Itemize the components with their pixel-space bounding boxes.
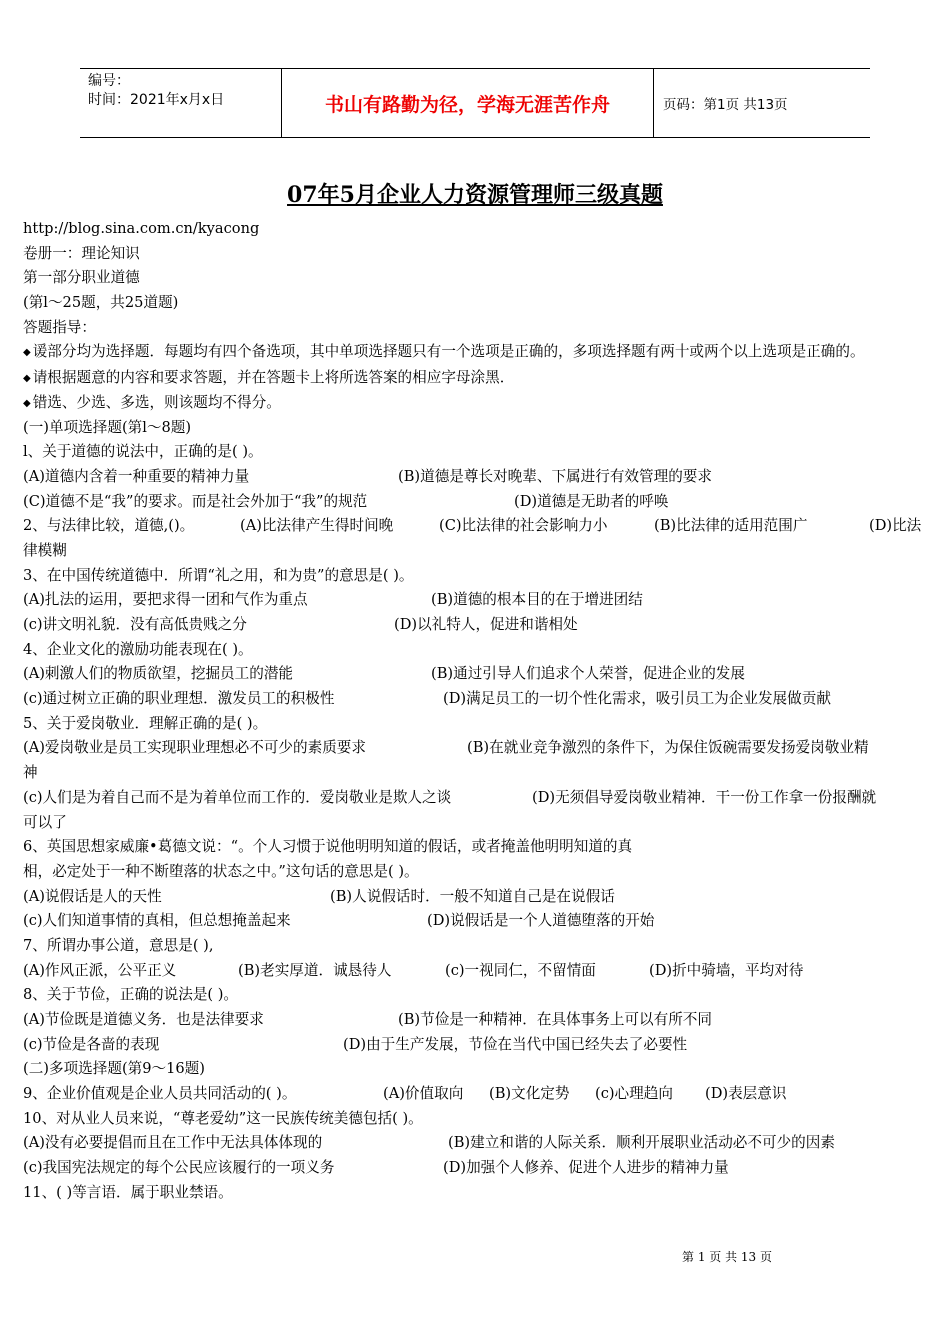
question-2-stem: 2、与法律比较，道德,()。 bbox=[23, 517, 195, 535]
options-row bbox=[23, 613, 929, 638]
option-c: (c)节俭是各啬的表现 bbox=[23, 1035, 160, 1053]
options-row bbox=[23, 909, 929, 934]
options-row bbox=[23, 885, 929, 910]
diamond-bullet-icon: ◆ bbox=[23, 373, 31, 385]
option-b: (B)文化定势 bbox=[489, 1085, 570, 1103]
option-d-wrap: 可以了 bbox=[23, 813, 67, 831]
option-b-wrap: 神 bbox=[23, 764, 38, 782]
document-title: 07年5月企业人力资源管理师三级真题 bbox=[287, 182, 663, 208]
option-c: (c)通过树立正确的职业理想．激发员工的积极性 bbox=[23, 690, 335, 708]
guide-text-1: 谖部分均为选择题．每题均有四个备选项，其中单项选择题只有一个选项是正确的，多项选择题有两十或两个以上选项是正确的。 bbox=[32, 343, 865, 361]
question-2 bbox=[23, 514, 929, 539]
option-d: (D)说假话是一个人道德堕落的开始 bbox=[427, 912, 655, 930]
option-d: (D)加强个人修养、促进个人进步的精神力量 bbox=[443, 1159, 729, 1177]
header-number: 编号： bbox=[88, 73, 130, 89]
volume-heading: 卷册一：理论知识 bbox=[23, 244, 140, 262]
guide-heading: 答题指导： bbox=[23, 318, 96, 336]
option-c: (c)我国宪法规定的每个公民应该履行的一项义务 bbox=[23, 1159, 335, 1177]
part-heading: 第一部分职业道德 bbox=[23, 269, 140, 287]
question-2-wrap: 律模糊 bbox=[23, 541, 67, 559]
question-5: 5、关于爱岗敬业．理解正确的是( )。 bbox=[23, 714, 268, 732]
guide-text-2: 请根据题意的内容和要求答题，并在答题卡上将所选答案的相应字母涂黑． bbox=[32, 369, 515, 387]
options-row bbox=[23, 1033, 929, 1058]
option-c: (c)人们知道事情的真相，但总想掩盖起来 bbox=[23, 912, 291, 930]
option-c: (c)人们是为着自己而不是为着单位而工作的．爱岗敬业是欺人之谈 bbox=[23, 788, 452, 806]
header-time: 时间：2021年x月x日 bbox=[88, 92, 225, 108]
option-a: (A)爱岗敬业是员工实现职业理想必不可少的素质要求 bbox=[23, 739, 366, 757]
option-c: (c)讲文明礼貌．没有高低贵贱之分 bbox=[23, 616, 247, 634]
options-row bbox=[23, 465, 929, 490]
page-footer: 第 1 页 共 13 页 bbox=[682, 1250, 772, 1264]
option-d: (D)满足员工的一切个性化需求，吸引员工为企业发展做贡献 bbox=[443, 690, 831, 708]
guide-item-2 bbox=[23, 366, 929, 391]
options-row bbox=[23, 959, 929, 984]
question-range: (第l～25题，共25道题) bbox=[23, 294, 179, 312]
option-b: (B)老实厚道．诚恳待人 bbox=[238, 961, 392, 979]
option-b: (B)道德的根本目的在于增进团结 bbox=[431, 591, 643, 609]
option-d: (D)表层意识 bbox=[705, 1085, 787, 1103]
option-a: (A)扎法的运用，要把求得一团和气作为重点 bbox=[23, 591, 308, 609]
option-b: (B)节俭是一种精神．在具体事务上可以有所不同 bbox=[398, 1011, 712, 1029]
question-6-line-1: 6、英国思想家威廉•葛德文说：“。个人习惯于说他明明知道的假话，或者掩盖他明明知道的真 bbox=[23, 838, 633, 856]
option-c: (C)比法律的社会影响力小 bbox=[439, 517, 608, 535]
option-b: (B)道德是尊长对晚辈、下属进行有效管理的要求 bbox=[398, 467, 712, 485]
question-8: 8、关于节俭，正确的说法是( )。 bbox=[23, 986, 239, 1004]
question-6-line-2: 相，必定处于一种不断堕落的状态之中。”这句话的意思是( )。 bbox=[23, 862, 419, 880]
options-row bbox=[23, 1156, 929, 1181]
question-9-stem: 9、企业价值观是企业人员共同活动的( )。 bbox=[23, 1085, 297, 1103]
option-b: (B)人说假话时．一般不知道自己是在说假话 bbox=[330, 887, 615, 905]
header-page-info: 页码：第1页 共13页 bbox=[663, 97, 788, 113]
document-body bbox=[23, 217, 929, 1206]
options-row bbox=[23, 490, 929, 515]
option-a: (A)刺激人们的物质欲望，挖掘员工的潜能 bbox=[23, 665, 294, 683]
question-11: 11、( )等言语．属于职业禁语。 bbox=[23, 1183, 233, 1201]
option-c: (c)一视同仁，不留情面 bbox=[445, 961, 596, 979]
options-row bbox=[23, 786, 929, 811]
option-b-start: (B)在就业竞争激烈的条件下，为保住饭碗需要发扬爱岗敬业精 bbox=[467, 739, 869, 757]
section-heading: (二)多项选择题(第9～16题) bbox=[23, 1060, 205, 1078]
question-1: l、关于道德的说法中，正确的是( )。 bbox=[23, 443, 263, 461]
option-a: (A)没有必要提倡而且在工作中无法具体体现的 bbox=[23, 1134, 323, 1152]
source-url: http://blog.sina.com.cn/kyacong bbox=[23, 220, 260, 237]
options-row bbox=[23, 588, 929, 613]
question-7: 7、所谓办事公道，意思是( ), bbox=[23, 936, 214, 954]
option-a: (A)比法律产生得时间晚 bbox=[240, 517, 394, 535]
option-b: (B)建立和谐的人际关系．顺利开展职业活动必不可少的因素 bbox=[448, 1134, 835, 1152]
option-a: (A)价值取向 bbox=[383, 1085, 464, 1103]
diamond-bullet-icon: ◆ bbox=[23, 347, 31, 359]
option-a: (A)道德内含着一种重要的精神力量 bbox=[23, 467, 250, 485]
diamond-bullet-icon: ◆ bbox=[23, 397, 31, 409]
option-c: (c)心理趋向 bbox=[595, 1085, 673, 1103]
question-4: 4、企业文化的激励功能表现在( )。 bbox=[23, 640, 253, 658]
question-9 bbox=[23, 1082, 929, 1107]
question-3: 3、在中国传统道德中．所谓“礼之用，和为贵”的意思是( )。 bbox=[23, 566, 414, 584]
options-row bbox=[23, 662, 929, 687]
options-row bbox=[23, 1008, 929, 1033]
page-header bbox=[80, 68, 870, 138]
option-a: (A)作风正派，公平正义 bbox=[23, 961, 177, 979]
option-a: (A)节俭既是道德义务．也是法律要求 bbox=[23, 1011, 264, 1029]
option-a: (A)说假话是人的天性 bbox=[23, 887, 162, 905]
question-10: 10、对从业人员来说，“尊老爱幼”这一民族传统美德包括( )。 bbox=[23, 1109, 423, 1127]
guide-item-1 bbox=[23, 340, 929, 366]
options-row bbox=[23, 736, 929, 761]
options-row bbox=[23, 1131, 929, 1156]
option-d-start: (D)比法 bbox=[869, 517, 922, 535]
header-info bbox=[80, 69, 282, 137]
option-d: (D)以礼特人，促进和谐相处 bbox=[394, 616, 578, 634]
option-c: (C)道德不是“我”的要求。而是社会外加于“我”的规范 bbox=[23, 492, 368, 510]
header-motto: 书山有路勤为径，学海无涯苦作舟 bbox=[282, 69, 654, 137]
option-d-start: (D)无须倡导爱岗敬业精神．干一份工作拿一份报酬就 bbox=[532, 788, 877, 806]
option-d: (D)折中骑墙，平均对待 bbox=[649, 961, 804, 979]
option-b: (B)比法律的适用范围广 bbox=[654, 517, 808, 535]
options-row bbox=[23, 687, 929, 712]
option-b: (B)通过引导人们追求个人荣誉，促进企业的发展 bbox=[431, 665, 745, 683]
guide-text-3: 错选、少选、多选，则该题均不得分。 bbox=[32, 393, 281, 411]
section-heading: (一)单项选择题(第l～8题) bbox=[23, 418, 192, 436]
option-d: (D)道德是无助者的呼唤 bbox=[514, 492, 669, 510]
guide-item-3 bbox=[23, 391, 929, 416]
option-d: (D)由于生产发展，节俭在当代中国已经失去了必要性 bbox=[343, 1035, 688, 1053]
